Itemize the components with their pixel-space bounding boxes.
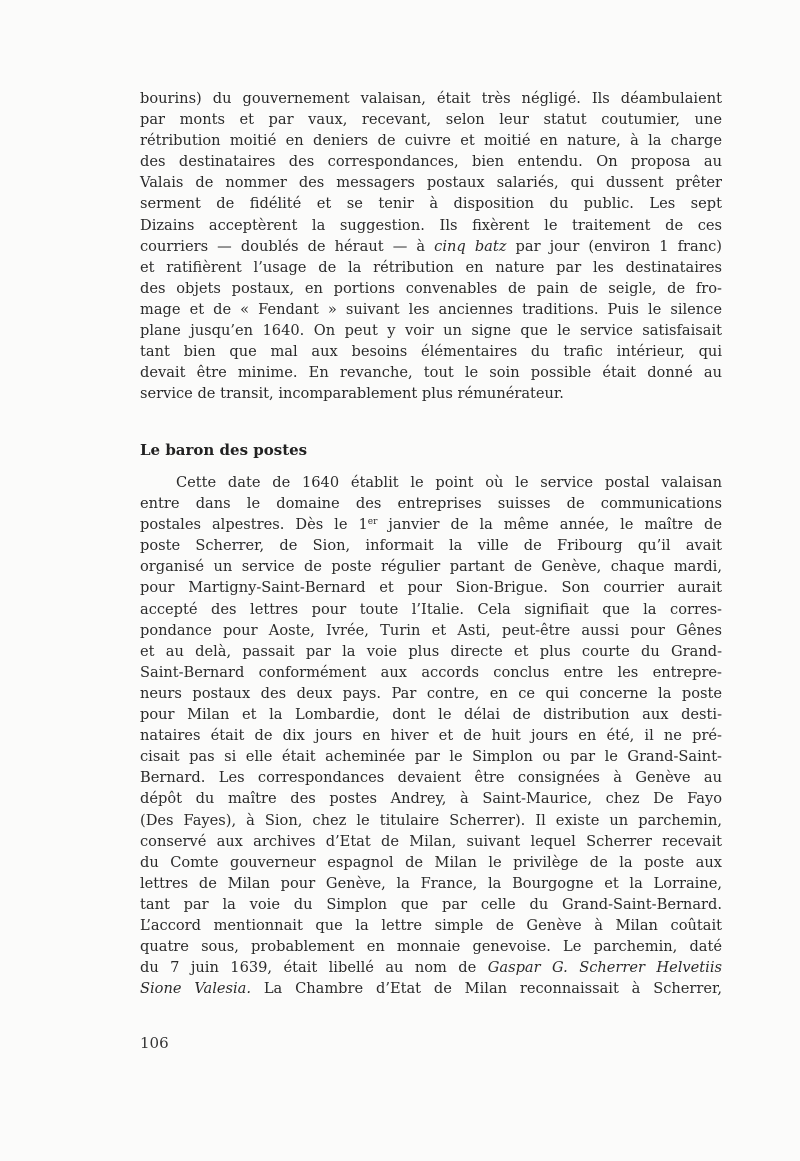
text-line: pondance pour Aoste, Ivrée, Turin et Asti, peut-être aussi pour Gênes [140, 621, 722, 639]
text-line: service de transit, incomparablement plus rémunérateur. [140, 385, 564, 403]
text-line: des destinataires des correspondances, bien entendu. On proposa au [140, 153, 722, 171]
text-run: La Chambre d’Etat de Milan reconnaissait à Scherrer, [251, 980, 722, 998]
italic-text: Gaspar G. Scherrer Helvetiis [487, 959, 722, 977]
text-line: tant bien que mal aux besoins élémentaires du trafic intérieur, qui [140, 343, 722, 361]
text-run: du 7 juin 1639, était libellé au nom de [140, 959, 488, 977]
text-line: entre dans le domaine des entreprises suisses de communications [140, 495, 722, 513]
text-line: Bernard. Les correspondances devaient être consignées à Genève au [140, 769, 722, 787]
paragraph-continuation [140, 88, 722, 404]
text-run: postales alpestres. Dès le [140, 516, 359, 534]
text-line: des objets postaux, en portions convenables de pain de seigle, de fro- [140, 279, 722, 297]
text-line: quatre sous, probablement en monnaie genevoise. Le parchemin, daté [140, 938, 722, 956]
text-line: mage et de « Fendant » suivant les anciennes traditions. Puis le silence [140, 300, 722, 318]
text-line [140, 957, 722, 978]
section-heading: Le baron des postes [140, 441, 308, 459]
text-line: L’accord mentionnait que la lettre simple de Genève à Milan coûtait [140, 916, 722, 934]
text-line: poste Scherrer, de Sion, informait la ville de Fribourg qu’il avait [140, 537, 722, 555]
text-line: devait être minime. En revanche, tout le soin possible était donné au [140, 364, 722, 382]
text-line: accepté des lettres pour toute l’Italie. Cela signifiait que la corres- [140, 600, 722, 618]
text-line: neurs postaux des deux pays. Par contre, en ce qui concerne la poste [140, 684, 722, 702]
paragraph-main [140, 472, 722, 999]
text-line: rétribution moitié en deniers de cuivre et moitié en nature, à la charge [140, 132, 722, 150]
text-line: du Comte gouverneur espagnol de Milan le privilège de la poste aux [140, 853, 722, 871]
text-line: (Des Fayes), à Sion, chez le titulaire Scherrer). Il existe un parchemin, [140, 811, 722, 829]
text-line: par monts et par vaux, recevant, selon leur statut coutumier, une [140, 111, 722, 129]
text-line: Cette date de 1640 établit le point où le service postal valaisan [176, 474, 722, 491]
text-line: pour Martigny-Saint-Bernard et pour Sion-Brigue. Son courrier aurait [140, 579, 722, 597]
text-line: bourins) du gouvernement valaisan, était très négligé. Ils déambulaient [140, 90, 722, 107]
text-line: Dizains acceptèrent la suggestion. Ils fixèrent le traitement de ces [140, 216, 722, 234]
text-line [140, 236, 722, 257]
text-run: courriers — doublés de héraut — à [140, 237, 435, 255]
text-line: Valais de nommer des messagers postaux salariés, qui dussent prêter [140, 174, 722, 192]
text-line: plane jusqu’en 1640. On peut y voir un signe que le service satisfaisait [140, 322, 722, 340]
superscript: er [367, 517, 378, 528]
text-run: par jour (environ 1 franc) [506, 237, 722, 255]
text-line: Saint-Bernard conformément aux accords conclus entre les entrepre- [140, 663, 722, 681]
text-line: cisait pas si elle était acheminée par le Simplon ou par le Grand-Saint- [140, 748, 722, 766]
text-line [140, 514, 722, 535]
text-line: tant par la voie du Simplon que par celle du Grand-Saint-Bernard. [140, 895, 722, 913]
text-run: 1 [358, 516, 368, 534]
text-line: organisé un service de poste régulier partant de Genève, chaque mardi, [140, 558, 722, 576]
text-line: et ratifièrent l’usage de la rétribution en nature par les destinataires [140, 258, 722, 276]
text-line: dépôt du maître des postes Andrey, à Saint-Maurice, chez De Fayo [140, 790, 722, 808]
page-number: 106 [140, 1034, 169, 1052]
text-line: serment de fidélité et se tenir à disposition du public. Les sept [140, 195, 722, 213]
text-line: et au delà, passait par la voie plus directe et plus courte du Grand- [140, 642, 722, 660]
text-line: pour Milan et la Lombardie, dont le délai de distribution aux desti- [140, 706, 722, 724]
text-run: janvier de la même année, le maître de [377, 516, 723, 534]
text-line: conservé aux archives d’Etat de Milan, suivant lequel Scherrer recevait [140, 832, 722, 850]
italic-text: Sione Valesia. [140, 980, 252, 998]
italic-text: cinq batz [434, 237, 507, 255]
text-line [140, 978, 722, 999]
text-line: lettres de Milan pour Genève, la France, la Bourgogne et la Lorraine, [140, 874, 722, 892]
text-line: nataires était de dix jours en hiver et de huit jours en été, il ne pré- [140, 727, 722, 745]
